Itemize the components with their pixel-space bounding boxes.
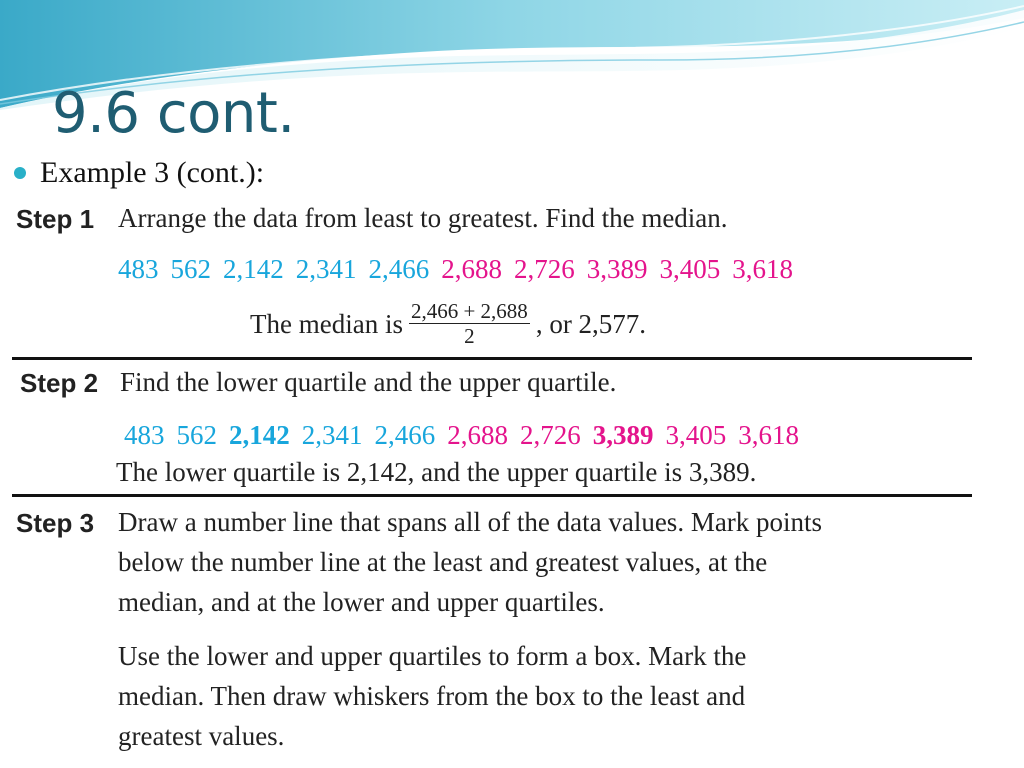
divider-2 [12,494,972,497]
median-numerator: 2,466 + 2,688 [410,299,528,323]
data-value: 3,618 [738,420,799,450]
data-value: 562 [170,254,211,284]
bullet-item [14,156,264,190]
step-3-line-6: greatest values. [118,721,285,751]
step-3-text [118,502,822,622]
data-value: 2,466 [368,254,430,284]
data-value: 3,618 [732,254,793,284]
step-2-result: The lower quartile is 2,142, and the upper quartile is 3,389. [116,457,757,487]
step-1-text: Arrange the data from least to greatest. Find the median. [118,203,728,233]
data-value: 2,341 [301,420,363,450]
divider-1 [12,357,972,360]
step-2-text: Find the lower quartile and the upper quartile. [120,367,617,397]
step-3-text-2 [118,636,746,756]
median-prefix: The median is [250,308,403,339]
data-value: 2,466 [374,420,436,450]
bullet-text: Example 3 (cont.): [40,156,265,189]
step-3-line-3: median, and at the lower and upper quartiles. [118,587,605,617]
data-value: 2,341 [295,254,357,284]
data-value: 2,726 [520,420,581,450]
step-3-line-5: median. Then draw whiskers from the box to the least and [118,681,746,711]
data-value: 3,405 [659,254,721,284]
step-3-line-4: Use the lower and upper quartiles to form a box. Mark the [118,641,747,671]
data-value: 2,688 [447,420,508,450]
step-3-line-2: below the number line at the least and greatest values, at the [118,547,768,577]
step-3-label: Step 3 [16,508,95,538]
median-fraction [409,300,530,347]
step-2-label: Step 2 [20,368,99,398]
median-denominator: 2 [464,324,475,348]
step-3-line-1: Draw a number line that spans all of the data values. Mark points [118,507,823,537]
data-value: 3,405 [665,420,727,450]
step-1-data-row [118,254,805,285]
data-value: 2,142 [229,420,290,450]
data-value: 483 [118,254,159,284]
median-line [250,300,646,347]
data-value: 2,688 [441,254,502,284]
data-value: 3,389 [586,254,648,284]
data-value: 562 [176,420,217,450]
data-value: 2,726 [514,254,575,284]
data-value: 3,389 [592,420,654,450]
step-2-data-row [124,420,811,451]
data-value: 2,142 [223,254,284,284]
step-1-label: Step 1 [16,204,95,234]
slide-title: 9.6 cont. [52,81,295,146]
data-value: 483 [124,420,165,450]
bullet-dot-icon [14,167,26,179]
median-suffix: , or 2,577. [535,308,647,339]
